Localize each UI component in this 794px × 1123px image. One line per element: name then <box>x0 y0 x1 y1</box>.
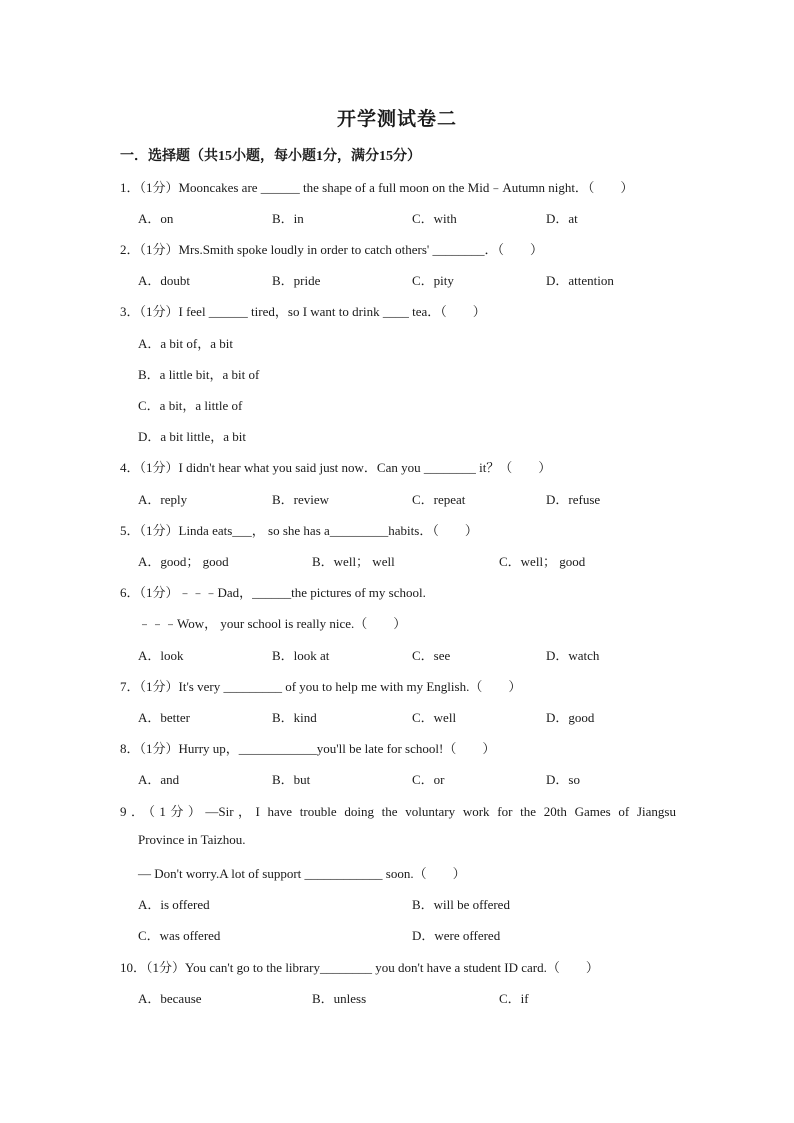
q2-option-a[interactable]: A．doubt <box>138 273 191 288</box>
q3-option-a[interactable]: A．a bit of，a bit <box>138 336 233 351</box>
q2-option-c[interactable]: C．pity <box>412 273 454 288</box>
q5-option-a[interactable]: A．good； good <box>138 554 229 569</box>
q5-option-b[interactable]: B．well； well <box>312 554 395 569</box>
q3-option-b[interactable]: B．a little bit，a bit of <box>138 367 260 382</box>
q1-option-c[interactable]: C．with <box>412 211 457 226</box>
q1-option-d[interactable]: D．at <box>546 211 578 226</box>
question-1: 1．（1分）Mooncakes are ______ the shape of a full moon on the Mid﹣Autumn night．（ ） <box>120 180 634 195</box>
q3-option-d[interactable]: D．a bit little，a bit <box>138 429 246 444</box>
question-9-continued: Province in Taizhou. <box>138 832 246 847</box>
q7-option-c[interactable]: C．well <box>412 710 457 725</box>
q9-option-a[interactable]: A．is offered <box>138 897 210 912</box>
q7-option-d[interactable]: D．good <box>546 710 595 725</box>
q8-option-d[interactable]: D．so <box>546 772 580 787</box>
section-heading: 一．选择题（共15小题，每小题1分，满分15分） <box>120 149 421 164</box>
q9-option-b[interactable]: B．will be offered <box>412 897 510 912</box>
question-7: 7．（1分）It's very _________ of you to help me with my English.（ ） <box>120 679 522 694</box>
q6-option-a[interactable]: A．look <box>138 648 184 663</box>
q7-option-b[interactable]: B．kind <box>272 710 317 725</box>
q3-option-c[interactable]: C．a bit，a little of <box>138 398 243 413</box>
question-5: 5．（1分）Linda eats___， so she has a_________habits．（ ） <box>120 523 478 538</box>
question-2: 2．（1分）Mrs.Smith spoke loudly in order to catch others' ________．（ ） <box>120 242 544 257</box>
q10-option-c[interactable]: C．if <box>499 991 529 1006</box>
q8-option-c[interactable]: C．or <box>412 772 445 787</box>
question-10: 10．（1分）You can't go to the library________ you don't have a student ID card.（ ） <box>120 960 599 975</box>
q10-option-b[interactable]: B．unless <box>312 991 367 1006</box>
question-8: 8．（1分）Hurry up，____________you'll be late for school!（ ） <box>120 741 496 756</box>
q6-option-c[interactable]: C．see <box>412 648 451 663</box>
q9-option-c[interactable]: C．was offered <box>138 928 221 943</box>
q5-option-c[interactable]: C．well； good <box>499 554 586 569</box>
q4-option-b[interactable]: B．review <box>272 492 330 507</box>
q6-option-d[interactable]: D．watch <box>546 648 600 663</box>
q4-option-c[interactable]: C．repeat <box>412 492 466 507</box>
question-9-reply: — Don't worry.A lot of support ____________ soon.（ ） <box>138 866 466 881</box>
q4-option-a[interactable]: A．reply <box>138 492 188 507</box>
q7-option-a[interactable]: A．better <box>138 710 190 725</box>
q6-option-b[interactable]: B．look at <box>272 648 330 663</box>
q10-option-a[interactable]: A．because <box>138 991 202 1006</box>
q2-option-b[interactable]: B．pride <box>272 273 321 288</box>
question-4: 4．（1分）I didn't hear what you said just now．Can you ________ it？（ ） <box>120 460 552 475</box>
q4-option-d[interactable]: D．refuse <box>546 492 601 507</box>
q1-option-b[interactable]: B．in <box>272 211 304 226</box>
question-6-reply: ﹣﹣﹣Wow， your school is really nice.（ ） <box>138 616 407 631</box>
q8-option-b[interactable]: B．but <box>272 772 311 787</box>
question-6: 6．（1分）﹣﹣﹣Dad，______the pictures of my school. <box>120 585 426 600</box>
q2-option-d[interactable]: D．attention <box>546 273 614 288</box>
q9-option-d[interactable]: D．were offered <box>412 928 501 943</box>
question-3: 3．（1分）I feel ______ tired，so I want to drink ____ tea．（ ） <box>120 304 486 319</box>
question-9: 9．（1分）—Sir，I have trouble doing the voluntary work for the 20th Games of Jiangsu <box>120 804 676 819</box>
page-title: 开学测试卷二 <box>336 109 457 130</box>
q8-option-a[interactable]: A．and <box>138 772 180 787</box>
q1-option-a[interactable]: A．on <box>138 211 174 226</box>
